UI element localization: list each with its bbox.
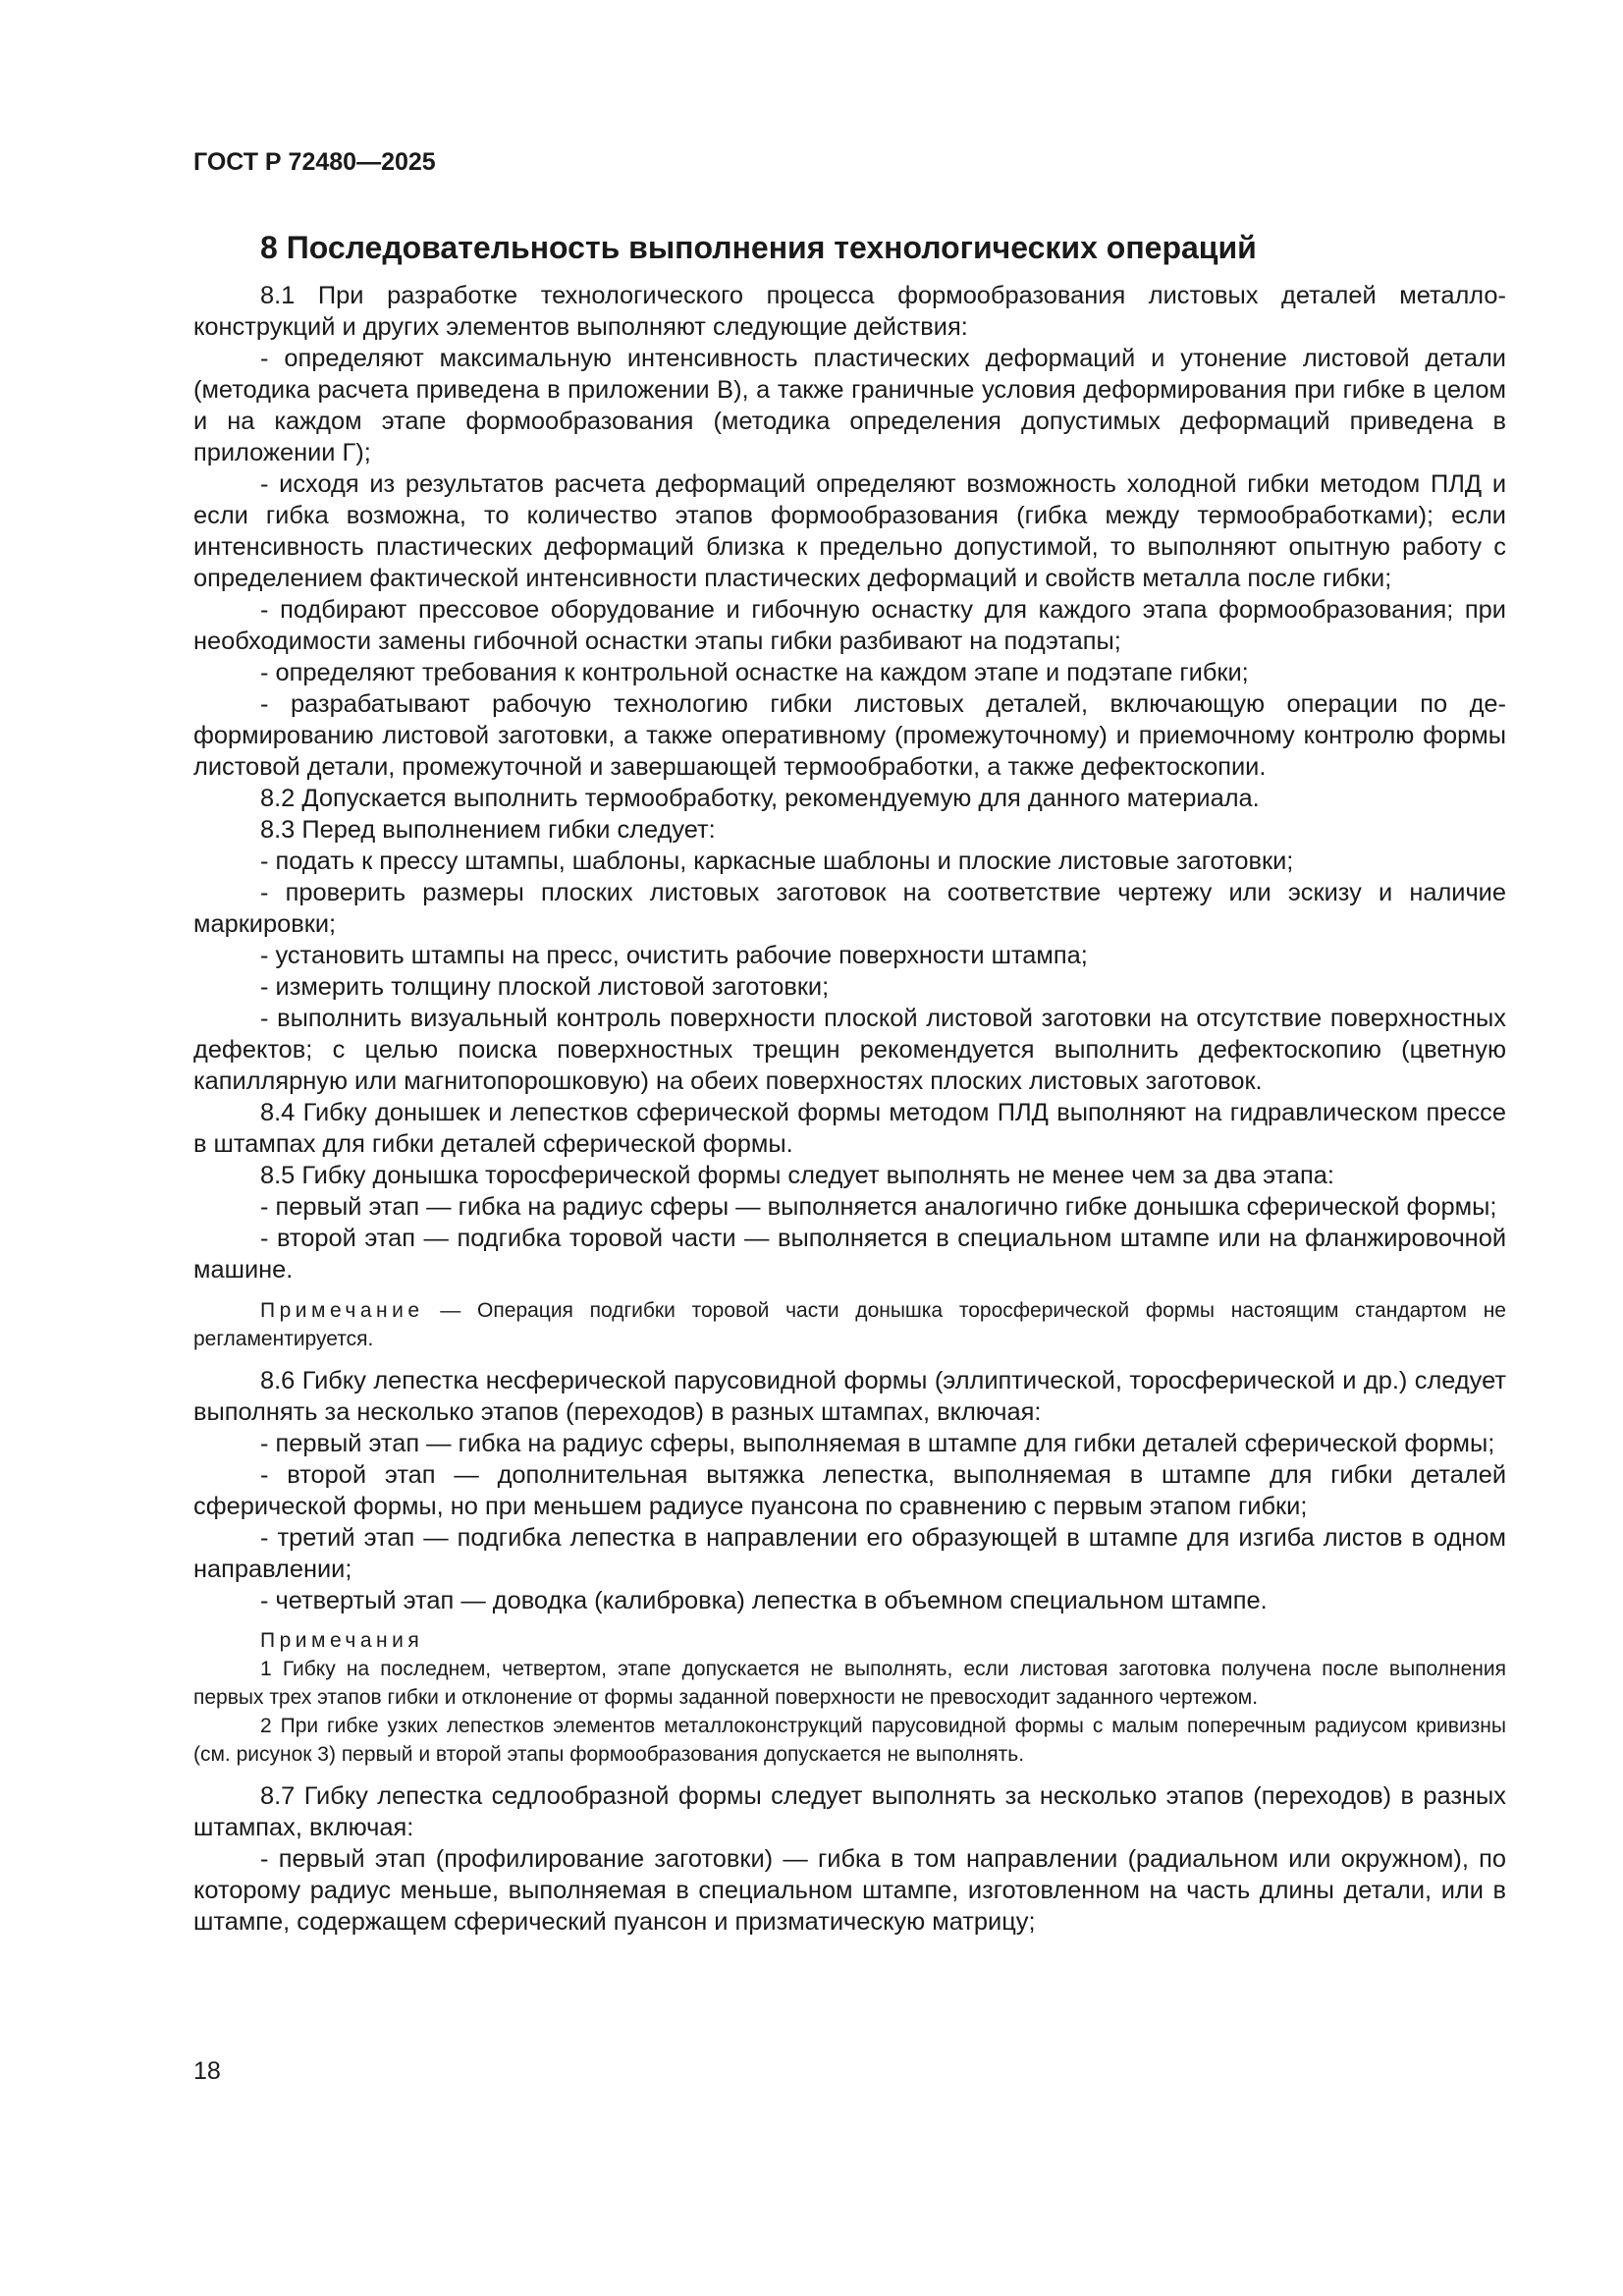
paragraph: - подать к прессу штампы, шаблоны, каркасные шаблоны и плоские листовые заготовки; bbox=[260, 847, 1294, 875]
paragraph-group-c bbox=[193, 1780, 1506, 1938]
note bbox=[193, 1296, 1506, 1353]
page-number: 18 bbox=[193, 2057, 221, 2085]
paragraph: - проверить размеры плоских листовых заготовок на соответствие чертежу или эскизу и наличие маркировки; bbox=[193, 879, 1506, 938]
note-text: — Операция подгибки торовой части донышка торосферической формы настоящим стандартом не регламентируется. bbox=[193, 1299, 1506, 1350]
paragraph: 8.7 Гибку лепестка седлообразной формы следует выполнять за несколько этапов (переходов) в разных штампах, включая: bbox=[193, 1782, 1506, 1841]
notes-block bbox=[193, 1626, 1506, 1769]
paragraph: - первый этап (профилирование заготовки) — гибка в том направлении (радиальном или окружном), по которому радиус меньше, выполняемая в специальном штампе, изготовленном на часть длины детали, или в штампе, содержащем сферический пуансон и призматическую матрицу; bbox=[193, 1845, 1506, 1936]
paragraph: 8.5 Гибку донышка торосферической формы следует выполнять не менее чем за два этапа: bbox=[260, 1162, 1334, 1189]
note-item: 1 Гибку на последнем, четвертом, этапе допускается не выполнять, если листовая заготовка получена после выполнения первых трех этапов гибки и отклонение от формы заданной поверхности не превосходит заданного чертежом. bbox=[193, 1658, 1506, 1709]
page-content bbox=[193, 228, 1506, 1938]
note-label: Примечание bbox=[260, 1299, 424, 1322]
paragraph-group-b bbox=[193, 1365, 1506, 1616]
paragraph: - третий этап — подгибка лепестка в направлении его образующей в штампе для изгиба листов в одном направлении; bbox=[193, 1524, 1506, 1583]
paragraph: - установить штампы на пресс, очистить рабочие поверхности штампа; bbox=[260, 942, 1088, 969]
paragraph: 8.3 Перед выполнением гибки следует: bbox=[260, 816, 716, 844]
paragraph-group-a bbox=[193, 280, 1506, 1285]
paragraph: - подбирают прессовое оборудование и гибочную оснастку для каждого этапа формообразования; при необходимости замены гибочной оснастки этапы гибки разбивают на подэтапы; bbox=[193, 596, 1506, 655]
note-item: 2 При гибке узких лепестков элементов металлоконструкций парусовидной формы с малым поперечным радиусом кривизны (см. рисунок 3) первый и второй этапы формообразования допускается не выполнять. bbox=[193, 1715, 1506, 1766]
paragraph: 8.2 Допускается выполнить термообработку, рекомендуемую для данного материала. bbox=[260, 785, 1260, 812]
paragraph: - определяют требования к контрольной оснастке на каждом этапе и подэтапе гибки; bbox=[260, 659, 1249, 686]
document-code: ГОСТ Р 72480—2025 bbox=[193, 148, 436, 176]
paragraph: - исходя из результатов расчета деформаций определяют возможность холодной гибки методом ПЛД и если гибка возможна, то количество этапов формообразования (гибка между термообработками); если интенсивность пластических деформаций близка к предельно допустимой, то выполняют опытную работу с определением фактической интенсивности пластических деформаций и свойств металла после гибки; bbox=[193, 470, 1506, 592]
paragraph: 8.6 Гибку лепестка несферической парусовидной формы (эллиптической, торосферической и др.) следует выполнять за несколько этапов (переходов) в разных штампах, включая: bbox=[193, 1367, 1506, 1426]
notes-heading: Примечания bbox=[260, 1629, 424, 1652]
paragraph: - второй этап — подгибка торовой части — выполняется в специальном штампе или на фланжировочной машине. bbox=[193, 1225, 1506, 1284]
paragraph: 8.4 Гибку донышек и лепестков сферической формы методом ПЛД выполняют на гидравлическом прессе в штампах для гибки деталей сферической формы. bbox=[193, 1099, 1506, 1158]
paragraph: - второй этап — дополнительная вытяжка лепестка, выполняемая в штампе для гибки деталей сферической формы, но при меньшем радиусе пуансона по сравнению с первым этапом гибки; bbox=[193, 1461, 1506, 1520]
paragraph: - измерить толщину плоской листовой заготовки; bbox=[260, 973, 830, 1001]
paragraph: - первый этап — гибка на радиус сферы, выполняемая в штампе для гибки деталей сферической формы; bbox=[260, 1430, 1495, 1457]
paragraph: - определяют максимальную интенсивность пластических деформаций и утонение листовой детали (методика расчета приведена в приложении В), а также граничные условия деформирования при гибке в целом и на каждом этапе формообразования (методика определения допустимых деформаций приведена в приложении Г); bbox=[193, 345, 1506, 466]
paragraph: - четвертый этап — доводка (калибровка) лепестка в объемном специальном штампе. bbox=[260, 1587, 1268, 1614]
paragraph: - первый этап — гибка на радиус сферы — выполняется аналогично гибке донышка сферической формы; bbox=[260, 1193, 1497, 1221]
section-title: 8 Последовательность выполнения технологических операций bbox=[260, 230, 1257, 265]
paragraph: 8.1 При разработке технологического процесса формообразования листовых деталей металлоконструкций и других элементов выполняют следующие действия: bbox=[193, 282, 1506, 341]
paragraph: - выполнить визуальный контроль поверхности плоской листовой заготовки на отсутствие поверхностных дефектов; с целью поиска поверхностных трещин рекомендуется выполнить дефектоскопию (цветную капиллярную или магнитопорошковую) на обеих поверхностях плоских листовых заготовок. bbox=[193, 1005, 1506, 1095]
paragraph: - разрабатывают рабочую технологию гибки листовых деталей, включающую операции по деформированию листовой заготовки, а также оперативному (промежуточному) и приемочному контролю формы листовой детали, промежуточной и завершающей термообработки, а также дефектоскопии. bbox=[193, 690, 1506, 781]
